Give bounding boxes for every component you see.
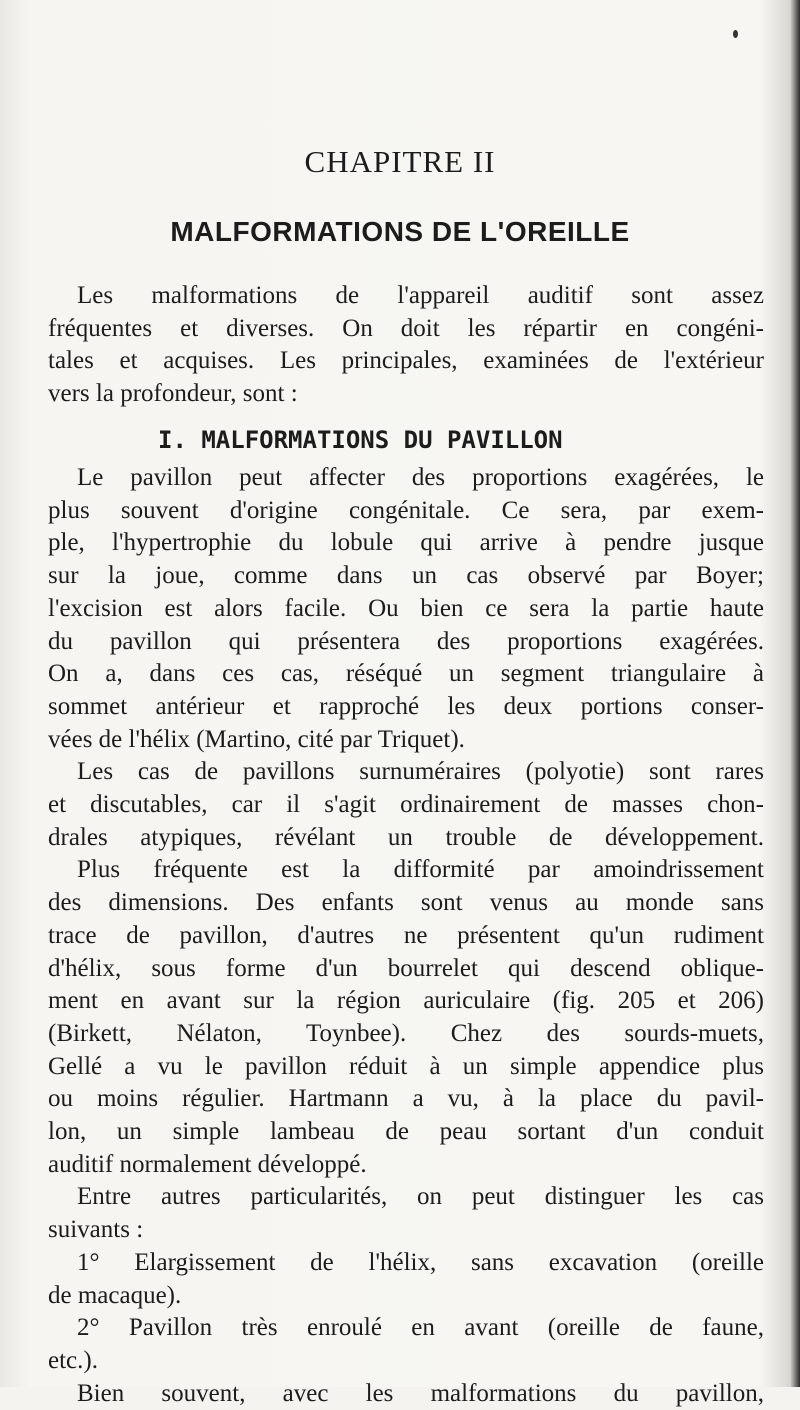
text-line: sommet antérieur et rapproché les deux portions conser- [48, 692, 764, 720]
text-line: Les malformations de l'appareil auditif sont assez [77, 282, 764, 309]
text-line: trace de pavillon, d'autres ne présentent qu'un rudiment [48, 921, 764, 949]
text-line: lon, un simple lambeau de peau sortant d'un conduit [48, 1118, 764, 1145]
text-line: Plus fréquente est la difformité par amoindrissement [77, 856, 764, 884]
text-line: Bien souvent, avec les malformations du pavillon, [77, 1379, 764, 1407]
text-line: ou moins régulier. Hartmann a vu, à la place du pavil- [48, 1085, 764, 1113]
text-line: plus souvent d'origine congénitale. Ce sera, par exem- [48, 496, 764, 524]
text-line: tales et acquises. Les principales, examinées de l'extérieur [48, 347, 764, 375]
text-line: etc.). [48, 1346, 98, 1374]
text-line: auditif normalement développé. [48, 1150, 367, 1178]
text-line: du pavillon qui présentera des proportions exagérées. [48, 627, 764, 655]
text-line: suivants : [48, 1216, 144, 1244]
text-line: des dimensions. Des enfants sont venus au monde sans [48, 889, 764, 917]
text-line: Entre autres particularités, on peut distinguer les cas [77, 1183, 764, 1211]
print-speck [733, 30, 738, 38]
text-line: de macaque). [48, 1281, 182, 1309]
text-line: drales atypiques, révélant un trouble de développement. [48, 823, 764, 851]
text-line: ment en avant sur la région auriculaire (fig. 205 et 206) [48, 987, 764, 1015]
text-line: Gellé a vu le pavillon réduit à un simple appendice plus [48, 1052, 764, 1080]
text-line: Les cas de pavillons surnuméraires (polyotie) sont rares [77, 758, 764, 786]
text-line: Le pavillon peut affecter des proportions exagérées, le [77, 464, 764, 491]
text-line: 2° Pavillon très enroulé en avant (oreille de faune, [77, 1314, 764, 1342]
text-line: On a, dans ces cas, réséqué un segment triangulaire à [48, 660, 764, 688]
text-line: et discutables, car il s'agit ordinairement de masses chon- [48, 791, 764, 818]
chapter-title: MALFORMATIONS DE L'OREILLE [170, 216, 630, 247]
text-line: (Birkett, Nélaton, Toynbee). Chez des sourds-muets, [48, 1019, 764, 1047]
text-line: ple, l'hypertrophie du lobule qui arrive à pendre jusque [48, 529, 764, 557]
section-heading: I. MALFORMATIONS DU PAVILLON [158, 426, 563, 454]
text-line: sur la joue, comme dans un cas observé par Boyer; [48, 562, 764, 590]
text-line: vers la profondeur, sont : [48, 380, 298, 408]
text-line: vées de l'hélix (Martino, cité par Triquet). [48, 725, 465, 753]
text-line: fréquentes et diverses. On doit les répartir en congéni- [48, 314, 764, 342]
text-line: 1° Elargissement de l'hélix, sans excavation (oreille [77, 1248, 764, 1276]
chapter-heading: CHAPITRE II [304, 144, 496, 179]
text-line: l'excision est alors facile. Ou bien ce sera la partie haute [48, 594, 764, 622]
text-line: d'hélix, sous forme d'un bourrelet qui descend oblique- [48, 954, 764, 982]
